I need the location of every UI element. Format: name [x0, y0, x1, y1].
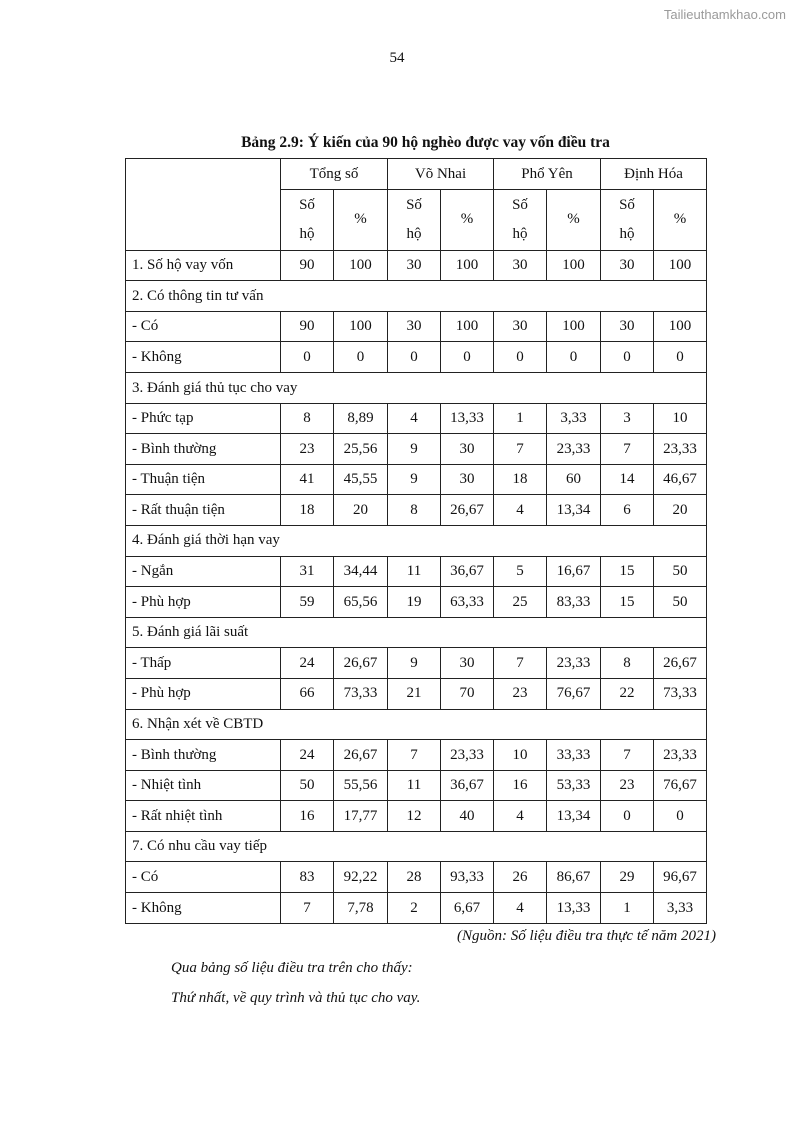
row-label: - Bình thường	[126, 434, 281, 465]
watermark: Tailieuthamkhao.com	[663, 7, 786, 22]
cell-percent: 60	[547, 464, 601, 495]
header-corner-cell	[126, 159, 281, 251]
cell-so-ho: 4	[494, 495, 547, 526]
cell-so-ho: 15	[601, 587, 654, 618]
cell-percent: 73,33	[654, 678, 707, 709]
row-label: - Rất nhiệt tình	[126, 801, 281, 832]
cell-so-ho: 29	[601, 862, 654, 893]
table-group-row	[126, 372, 707, 403]
cell-percent: 26,67	[334, 740, 388, 771]
cell-so-ho: 25	[494, 587, 547, 618]
cell-so-ho: 0	[601, 801, 654, 832]
row-label: - Không	[126, 893, 281, 924]
table-group-row	[126, 281, 707, 312]
cell-so-ho: 8	[281, 403, 334, 434]
row-label: - Ngắn	[126, 556, 281, 587]
cell-percent: 92,22	[334, 862, 388, 893]
cell-percent: 100	[547, 250, 601, 281]
cell-so-ho: 8	[388, 495, 441, 526]
group-label: 3. Đánh giá thủ tục cho vay	[126, 372, 707, 403]
survey-table	[125, 158, 707, 924]
cell-percent: 23,33	[547, 648, 601, 679]
cell-percent: 26,67	[654, 648, 707, 679]
cell-so-ho: 0	[388, 342, 441, 373]
cell-percent: 100	[547, 311, 601, 342]
cell-percent: 16,67	[547, 556, 601, 587]
cell-so-ho: 10	[494, 740, 547, 771]
cell-so-ho: 59	[281, 587, 334, 618]
table-group-row	[126, 617, 707, 648]
table-body	[126, 250, 707, 923]
cell-percent: 100	[441, 250, 494, 281]
cell-so-ho: 90	[281, 250, 334, 281]
cell-percent: 63,33	[441, 587, 494, 618]
cell-so-ho: 23	[281, 434, 334, 465]
cell-percent: 46,67	[654, 464, 707, 495]
cell-percent: 8,89	[334, 403, 388, 434]
cell-so-ho: 30	[388, 311, 441, 342]
cell-percent: 45,55	[334, 464, 388, 495]
table-row	[126, 648, 707, 679]
header-percent: %	[654, 189, 707, 250]
row-label: - Không	[126, 342, 281, 373]
cell-percent: 10	[654, 403, 707, 434]
cell-so-ho: 9	[388, 464, 441, 495]
cell-so-ho: 41	[281, 464, 334, 495]
cell-percent: 65,56	[334, 587, 388, 618]
cell-so-ho: 30	[601, 250, 654, 281]
header-so-ho-line2: hộ	[299, 225, 315, 242]
table-row	[126, 770, 707, 801]
cell-percent: 73,33	[334, 678, 388, 709]
header-so-ho-line1: Số	[512, 196, 528, 213]
cell-so-ho: 5	[494, 556, 547, 587]
table-row	[126, 678, 707, 709]
cell-percent: 30	[441, 434, 494, 465]
table-group-row	[126, 709, 707, 740]
cell-percent: 7,78	[334, 893, 388, 924]
header-so-ho-line1: Số	[406, 196, 422, 213]
table-row	[126, 464, 707, 495]
header-percent: %	[547, 189, 601, 250]
group-label: 4. Đánh giá thời hạn vay	[126, 525, 707, 556]
cell-percent: 96,67	[654, 862, 707, 893]
cell-so-ho: 7	[601, 740, 654, 771]
cell-so-ho: 15	[601, 556, 654, 587]
cell-so-ho: 22	[601, 678, 654, 709]
cell-percent: 100	[441, 311, 494, 342]
cell-percent: 26,67	[441, 495, 494, 526]
cell-percent: 93,33	[441, 862, 494, 893]
group-label: 7. Có nhu cầu vay tiếp	[126, 831, 707, 862]
cell-percent: 100	[654, 250, 707, 281]
cell-so-ho: 11	[388, 770, 441, 801]
cell-percent: 36,67	[441, 556, 494, 587]
cell-percent: 53,33	[547, 770, 601, 801]
table-source-note: (Nguồn: Số liệu điều tra thực tế năm 2021)	[457, 928, 716, 944]
cell-so-ho: 1	[494, 403, 547, 434]
cell-so-ho: 90	[281, 311, 334, 342]
header-so-ho-line2: hộ	[406, 225, 422, 242]
cell-percent: 34,44	[334, 556, 388, 587]
cell-so-ho: 21	[388, 678, 441, 709]
header-group-pho-yen: Phổ Yên	[494, 159, 601, 190]
header-group-dinh-hoa: Định Hóa	[601, 159, 707, 190]
cell-so-ho: 3	[601, 403, 654, 434]
cell-percent: 50	[654, 556, 707, 587]
cell-percent: 76,67	[654, 770, 707, 801]
cell-percent: 20	[654, 495, 707, 526]
cell-percent: 36,67	[441, 770, 494, 801]
cell-percent: 13,34	[547, 801, 601, 832]
cell-so-ho: 2	[388, 893, 441, 924]
row-label: - Phù hợp	[126, 678, 281, 709]
header-row-groups	[126, 159, 707, 190]
table-row	[126, 556, 707, 587]
cell-percent: 50	[654, 587, 707, 618]
cell-so-ho: 7	[601, 434, 654, 465]
header-so-ho-line2: hộ	[512, 225, 528, 242]
cell-percent: 3,33	[654, 893, 707, 924]
cell-so-ho: 50	[281, 770, 334, 801]
cell-so-ho: 26	[494, 862, 547, 893]
row-label: - Bình thường	[126, 740, 281, 771]
cell-so-ho: 7	[281, 893, 334, 924]
header-so-ho	[388, 189, 441, 250]
table-row	[126, 801, 707, 832]
table-row	[126, 587, 707, 618]
row-label: - Phù hợp	[126, 587, 281, 618]
row-label: - Phức tạp	[126, 403, 281, 434]
cell-percent: 86,67	[547, 862, 601, 893]
cell-percent: 76,67	[547, 678, 601, 709]
table-row	[126, 893, 707, 924]
paragraph-1: Qua bảng số liệu điều tra trên cho thấy:	[171, 960, 413, 976]
header-group-vo-nhai: Võ Nhai	[388, 159, 494, 190]
cell-percent: 23,33	[441, 740, 494, 771]
cell-so-ho: 30	[494, 311, 547, 342]
cell-percent: 23,33	[547, 434, 601, 465]
table-group-row	[126, 831, 707, 862]
cell-so-ho: 8	[601, 648, 654, 679]
cell-so-ho: 9	[388, 648, 441, 679]
table-row	[126, 740, 707, 771]
table-row	[126, 403, 707, 434]
cell-so-ho: 23	[494, 678, 547, 709]
cell-so-ho: 19	[388, 587, 441, 618]
cell-so-ho: 4	[388, 403, 441, 434]
row-label: - Nhiệt tình	[126, 770, 281, 801]
cell-so-ho: 23	[601, 770, 654, 801]
cell-so-ho: 6	[601, 495, 654, 526]
header-so-ho	[494, 189, 547, 250]
cell-percent: 55,56	[334, 770, 388, 801]
cell-so-ho: 30	[388, 250, 441, 281]
cell-so-ho: 1	[601, 893, 654, 924]
table-row	[126, 250, 707, 281]
row-label: - Thuận tiện	[126, 464, 281, 495]
cell-percent: 25,56	[334, 434, 388, 465]
cell-percent: 6,67	[441, 893, 494, 924]
cell-so-ho: 31	[281, 556, 334, 587]
cell-so-ho: 4	[494, 801, 547, 832]
cell-percent: 100	[334, 311, 388, 342]
cell-so-ho: 30	[601, 311, 654, 342]
header-so-ho	[601, 189, 654, 250]
cell-so-ho: 7	[494, 434, 547, 465]
cell-percent: 3,33	[547, 403, 601, 434]
cell-percent: 100	[334, 250, 388, 281]
header-so-ho-line2: hộ	[619, 225, 635, 242]
table-group-row	[126, 525, 707, 556]
cell-so-ho: 7	[388, 740, 441, 771]
cell-so-ho: 16	[281, 801, 334, 832]
cell-percent: 0	[654, 801, 707, 832]
cell-percent: 13,33	[547, 893, 601, 924]
cell-so-ho: 14	[601, 464, 654, 495]
cell-percent: 30	[441, 464, 494, 495]
cell-percent: 0	[547, 342, 601, 373]
header-so-ho	[281, 189, 334, 250]
row-label: - Có	[126, 862, 281, 893]
row-label: - Có	[126, 311, 281, 342]
cell-percent: 40	[441, 801, 494, 832]
header-percent: %	[441, 189, 494, 250]
group-label: 5. Đánh giá lãi suất	[126, 617, 707, 648]
cell-percent: 13,34	[547, 495, 601, 526]
cell-percent: 33,33	[547, 740, 601, 771]
paragraph-2: Thứ nhất, về quy trình và thủ tục cho vay.	[171, 990, 421, 1006]
cell-percent: 26,67	[334, 648, 388, 679]
cell-so-ho: 83	[281, 862, 334, 893]
row-label: - Thấp	[126, 648, 281, 679]
cell-percent: 100	[654, 311, 707, 342]
cell-so-ho: 0	[601, 342, 654, 373]
cell-percent: 0	[334, 342, 388, 373]
header-so-ho-line1: Số	[619, 196, 635, 213]
group-label: 2. Có thông tin tư vấn	[126, 281, 707, 312]
table-row	[126, 311, 707, 342]
cell-so-ho: 11	[388, 556, 441, 587]
cell-so-ho: 0	[281, 342, 334, 373]
cell-percent: 0	[654, 342, 707, 373]
cell-so-ho: 18	[281, 495, 334, 526]
group-label: 6. Nhận xét về CBTD	[126, 709, 707, 740]
cell-so-ho: 9	[388, 434, 441, 465]
cell-so-ho: 4	[494, 893, 547, 924]
table-row	[126, 862, 707, 893]
cell-so-ho: 18	[494, 464, 547, 495]
cell-percent: 70	[441, 678, 494, 709]
table-title: Bảng 2.9: Ý kiến của 90 hộ nghèo được vay vốn điều tra	[241, 134, 610, 151]
cell-percent: 23,33	[654, 740, 707, 771]
cell-so-ho: 12	[388, 801, 441, 832]
header-so-ho-line1: Số	[299, 196, 315, 213]
cell-so-ho: 24	[281, 740, 334, 771]
cell-so-ho: 30	[494, 250, 547, 281]
cell-percent: 13,33	[441, 403, 494, 434]
cell-so-ho: 66	[281, 678, 334, 709]
row-label: - Rất thuận tiện	[126, 495, 281, 526]
table-row	[126, 434, 707, 465]
page-number: 54	[389, 50, 405, 66]
cell-so-ho: 0	[494, 342, 547, 373]
cell-so-ho: 24	[281, 648, 334, 679]
cell-so-ho: 7	[494, 648, 547, 679]
cell-percent: 20	[334, 495, 388, 526]
header-percent: %	[334, 189, 388, 250]
cell-percent: 30	[441, 648, 494, 679]
table-row	[126, 495, 707, 526]
cell-percent: 83,33	[547, 587, 601, 618]
cell-percent: 17,77	[334, 801, 388, 832]
table-row	[126, 342, 707, 373]
cell-percent: 23,33	[654, 434, 707, 465]
header-group-tong-so: Tổng số	[281, 159, 388, 190]
row-label: 1. Số hộ vay vốn	[126, 250, 281, 281]
cell-so-ho: 28	[388, 862, 441, 893]
cell-so-ho: 16	[494, 770, 547, 801]
cell-percent: 0	[441, 342, 494, 373]
